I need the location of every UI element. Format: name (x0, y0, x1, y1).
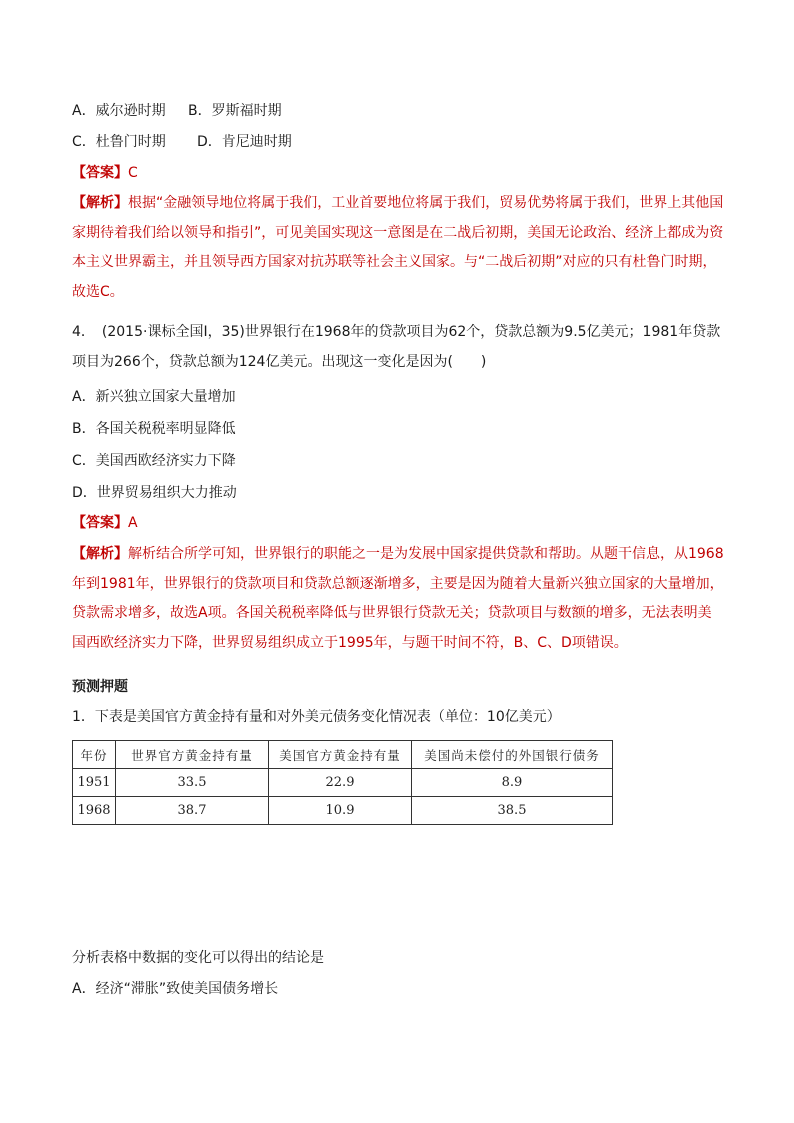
table-header-cell: 美国官方黄金持有量 (269, 741, 412, 769)
q4-answer (72, 513, 138, 533)
answer-tag: 【答案】 (72, 165, 128, 181)
table-cell: 38.5 (412, 797, 613, 825)
q3-option-c: C．杜鲁门时期 (72, 134, 166, 150)
table-header-cell: 美国尚未偿付的外国银行债务 (412, 741, 613, 769)
q3-answer (72, 163, 138, 183)
answer-value: C (128, 165, 138, 181)
q4-stem: 4． (2015·课标全国Ⅰ，35)世界银行在1968年的贷款项目为62个，贷款总额为9.5亿美元；1981年贷款项目为266个，贷款总额为124亿美元。出现这一变化是因为( ) (72, 324, 721, 370)
table-cell: 22.9 (269, 769, 412, 797)
q3-option-d: D．肯尼迪时期 (197, 134, 292, 150)
table-cell: 1951 (73, 769, 116, 797)
table-row (73, 769, 613, 797)
p1-stem: 1．下表是美国官方黄金持有量和对外美元债务变化情况表（单位：10亿美元） (72, 709, 561, 725)
table-cell: 1968 (73, 797, 116, 825)
table-header-cell: 年份 (73, 741, 116, 769)
table-cell: 8.9 (412, 769, 613, 797)
analysis-tag: 【解析】 (72, 195, 128, 211)
gold-debt-table (72, 740, 613, 825)
table-cell: 10.9 (269, 797, 412, 825)
p1-option-a: A．经济“滞胀”致使美国债务增长 (72, 981, 279, 997)
analysis-text: 根据“金融领导地位将属于我们，工业首要地位将属于我们，贸易优势将属于我们，世界上其他国家期待着我们给以领导和指引”，可见美国实现这一意图是在二战后初期，美国无论政治、经济上都成为资本主义世界霸主，并且领导西方国家对抗苏联等社会主义国家。与“二战后初期”对应的只有杜鲁门时期，故选C。 (72, 195, 724, 300)
section-title: 预测押题 (72, 679, 128, 695)
table-header-row (73, 741, 613, 769)
analysis-tag: 【解析】 (72, 546, 128, 562)
q4-option-c: C．美国西欧经济实力下降 (72, 453, 236, 469)
answer-tag: 【答案】 (72, 515, 128, 531)
q3-options-row-2 (72, 132, 292, 152)
table-row (73, 797, 613, 825)
q3-option-a: A．威尔逊时期 (72, 103, 166, 119)
q4-analysis (72, 540, 724, 658)
table-cell: 33.5 (116, 769, 269, 797)
q4-option-a: A．新兴独立国家大量增加 (72, 389, 236, 405)
p1-question: 分析表格中数据的变化可以得出的结论是 (72, 950, 324, 966)
table-cell: 38.7 (116, 797, 269, 825)
q3-analysis (72, 189, 724, 307)
q4-option-b: B．各国关税税率明显降低 (72, 421, 236, 437)
q3-option-b: B．罗斯福时期 (188, 103, 282, 119)
answer-value: A (128, 515, 138, 531)
analysis-text: 解析结合所学可知，世界银行的职能之一是为发展中国家提供贷款和帮助。从题干信息，从1968年到1981年，世界银行的贷款项目和贷款总额逐渐增多，主要是因为随着大量新兴独立国家的大量增加，贷款需求增多，故选A项。各国关税税率降低与世界银行贷款无关；贷款项目与数额的增多，无法表明美国西欧经济实力下降，世界贸易组织成立于1995年，与题干时间不符，B、C、D项错误。 (72, 546, 724, 651)
table-header-cell: 世界官方黄金持有量 (116, 741, 269, 769)
q4-option-d: D．世界贸易组织大力推动 (72, 485, 237, 501)
q3-options-row-1 (72, 101, 282, 121)
